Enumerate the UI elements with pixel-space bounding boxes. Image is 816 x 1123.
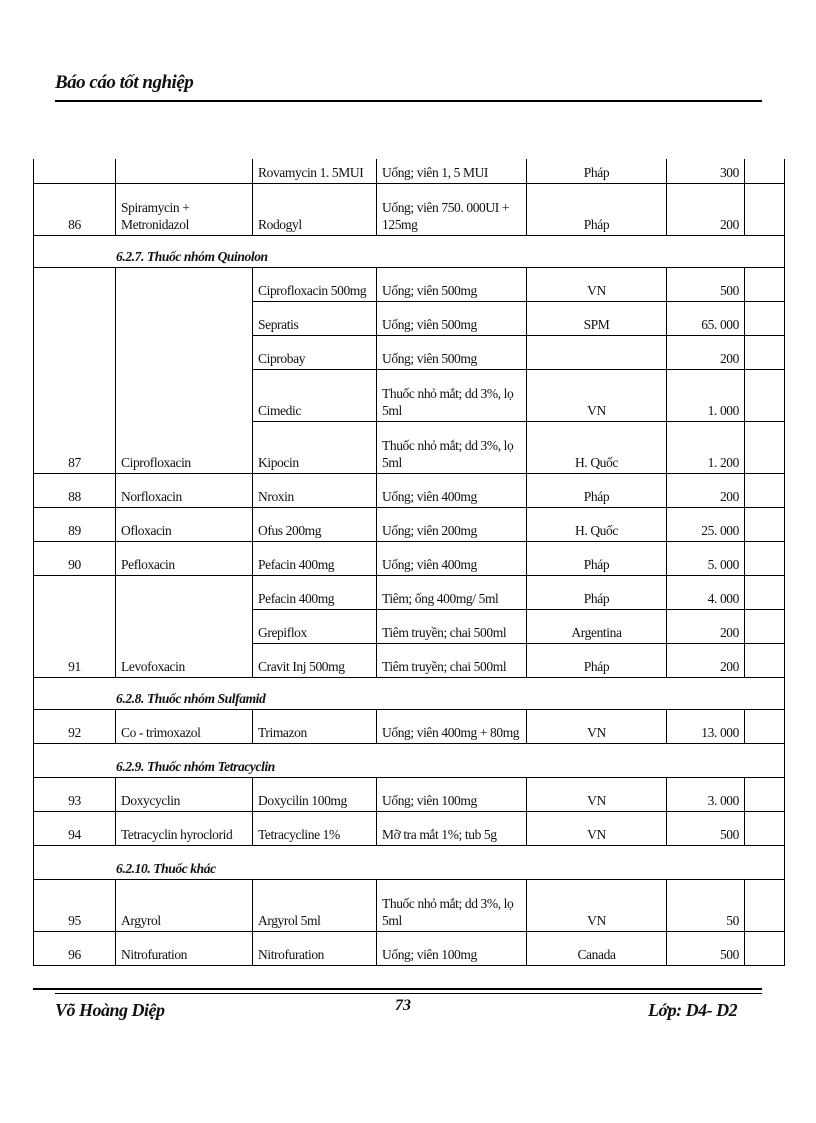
row-number-cell: 96 [34, 931, 116, 965]
usage-form-cell: Tiêm truyền; chai 500ml [377, 643, 527, 677]
brand-name-cell: Sepratis [253, 301, 377, 335]
usage-form-cell: Uống; viên 500mg [377, 267, 527, 301]
generic-name-cell: Nitrofuration [116, 931, 253, 965]
section-row [34, 235, 785, 267]
row-number-cell [34, 159, 116, 183]
country-cell: VN [527, 879, 667, 931]
blank-cell [745, 709, 785, 743]
brand-name-cell: Rovamycin 1. 5MUI [253, 159, 377, 183]
usage-form-cell: Uống; viên 500mg [377, 335, 527, 369]
usage-form-cell: Uống; viên 200mg [377, 507, 527, 541]
country-cell: Pháp [527, 159, 667, 183]
quantity-cell: 3. 000 [667, 777, 745, 811]
brand-name-cell: Nitrofuration [253, 931, 377, 965]
brand-name-cell: Tetracycline 1% [253, 811, 377, 845]
brand-name-cell: Cravit Inj 500mg [253, 643, 377, 677]
table-row [34, 575, 785, 609]
table-row [34, 811, 785, 845]
country-cell: H. Quốc [527, 421, 667, 473]
section-heading: 6.2.7. Thuốc nhóm Quinolon [34, 235, 785, 267]
blank-cell [745, 507, 785, 541]
brand-name-cell: Doxycilin 100mg [253, 777, 377, 811]
generic-name-cell: Pefloxacin [116, 541, 253, 575]
row-number-cell: 95 [34, 879, 116, 931]
section-heading: 6.2.8. Thuốc nhóm Sulfamid [34, 677, 785, 709]
quantity-cell: 200 [667, 473, 745, 507]
quantity-cell: 500 [667, 267, 745, 301]
blank-cell [745, 575, 785, 609]
quantity-cell: 200 [667, 183, 745, 235]
quantity-cell: 500 [667, 931, 745, 965]
blank-cell [745, 811, 785, 845]
drug-table [33, 159, 785, 966]
country-cell: Canada [527, 931, 667, 965]
table-row [34, 709, 785, 743]
blank-cell [745, 421, 785, 473]
row-number-cell: 89 [34, 507, 116, 541]
page-header-title: Báo cáo tốt nghiệp [55, 72, 194, 93]
country-cell: VN [527, 811, 667, 845]
quantity-cell: 13. 000 [667, 709, 745, 743]
country-cell: VN [527, 369, 667, 421]
row-number-cell: 87 [34, 267, 116, 473]
blank-cell [745, 267, 785, 301]
brand-name-cell: Argyrol 5ml [253, 879, 377, 931]
brand-name-cell: Kipocin [253, 421, 377, 473]
table-row [34, 879, 785, 931]
table-row [34, 931, 785, 965]
usage-form-cell: Uống; viên 400mg + 80mg [377, 709, 527, 743]
page-number: 73 [395, 997, 411, 1014]
generic-name-cell: Ciprofloxacin [116, 267, 253, 473]
table-row [34, 473, 785, 507]
blank-cell [745, 777, 785, 811]
blank-cell [745, 541, 785, 575]
country-cell: Pháp [527, 183, 667, 235]
brand-name-cell: Pefacin 400mg [253, 541, 377, 575]
usage-form-cell: Thuốc nhỏ mắt; dd 3%, lọ 5ml [377, 879, 527, 931]
row-number-cell: 91 [34, 575, 116, 677]
quantity-cell: 4. 000 [667, 575, 745, 609]
row-number-cell: 94 [34, 811, 116, 845]
brand-name-cell: Ciprobay [253, 335, 377, 369]
generic-name-cell: Spiramycin + Metronidazol [116, 183, 253, 235]
section-row [34, 677, 785, 709]
quantity-cell: 65. 000 [667, 301, 745, 335]
country-cell: SPM [527, 301, 667, 335]
footer-rule-thin [55, 993, 762, 994]
country-cell: Pháp [527, 575, 667, 609]
country-cell: VN [527, 709, 667, 743]
table-row [34, 183, 785, 235]
blank-cell [745, 301, 785, 335]
section-heading: 6.2.9. Thuốc nhóm Tetracyclin [34, 743, 785, 777]
brand-name-cell: Nroxin [253, 473, 377, 507]
table-row [34, 159, 785, 183]
section-heading: 6.2.10. Thuốc khác [34, 845, 785, 879]
usage-form-cell: Uống; viên 100mg [377, 931, 527, 965]
blank-cell [745, 183, 785, 235]
quantity-cell: 1. 200 [667, 421, 745, 473]
row-number-cell: 92 [34, 709, 116, 743]
table-row [34, 541, 785, 575]
country-cell: VN [527, 267, 667, 301]
quantity-cell: 200 [667, 335, 745, 369]
generic-name-cell: Norfloxacin [116, 473, 253, 507]
section-row [34, 845, 785, 879]
quantity-cell: 25. 000 [667, 507, 745, 541]
blank-cell [745, 931, 785, 965]
usage-form-cell: Tiêm; ống 400mg/ 5ml [377, 575, 527, 609]
blank-cell [745, 159, 785, 183]
brand-name-cell: Pefacin 400mg [253, 575, 377, 609]
section-row [34, 743, 785, 777]
generic-name-cell: Levofoxacin [116, 575, 253, 677]
footer-author: Võ Hoàng Diệp [55, 1000, 165, 1020]
quantity-cell: 500 [667, 811, 745, 845]
table-row [34, 507, 785, 541]
table-row [34, 777, 785, 811]
quantity-cell: 200 [667, 609, 745, 643]
table-row [34, 267, 785, 301]
header-rule [55, 100, 762, 102]
usage-form-cell: Uống; viên 400mg [377, 473, 527, 507]
country-cell: Pháp [527, 643, 667, 677]
blank-cell [745, 369, 785, 421]
generic-name-cell: Tetracyclin hyroclorid [116, 811, 253, 845]
quantity-cell: 300 [667, 159, 745, 183]
usage-form-cell: Uống; viên 750. 000UI + 125mg [377, 183, 527, 235]
country-cell: VN [527, 777, 667, 811]
generic-name-cell: Doxycyclin [116, 777, 253, 811]
country-cell: Pháp [527, 541, 667, 575]
row-number-cell: 93 [34, 777, 116, 811]
row-number-cell: 88 [34, 473, 116, 507]
brand-name-cell: Trimazon [253, 709, 377, 743]
brand-name-cell: Ofus 200mg [253, 507, 377, 541]
generic-name-cell: Argyrol [116, 879, 253, 931]
brand-name-cell: Rodogyl [253, 183, 377, 235]
country-cell: H. Quốc [527, 507, 667, 541]
brand-name-cell: Grepiflox [253, 609, 377, 643]
footer-rule [33, 988, 762, 990]
quantity-cell: 200 [667, 643, 745, 677]
country-cell: Argentina [527, 609, 667, 643]
usage-form-cell: Tiêm truyền; chai 500ml [377, 609, 527, 643]
country-cell: Pháp [527, 473, 667, 507]
usage-form-cell: Uống; viên 100mg [377, 777, 527, 811]
brand-name-cell: Cimedic [253, 369, 377, 421]
usage-form-cell: Uống; viên 400mg [377, 541, 527, 575]
row-number-cell: 86 [34, 183, 116, 235]
row-number-cell: 90 [34, 541, 116, 575]
generic-name-cell: Co - trimoxazol [116, 709, 253, 743]
blank-cell [745, 879, 785, 931]
blank-cell [745, 473, 785, 507]
generic-name-cell: Ofloxacin [116, 507, 253, 541]
blank-cell [745, 335, 785, 369]
generic-name-cell [116, 159, 253, 183]
quantity-cell: 5. 000 [667, 541, 745, 575]
quantity-cell: 50 [667, 879, 745, 931]
country-cell [527, 335, 667, 369]
usage-form-cell: Thuốc nhỏ mắt; dd 3%, lọ 5ml [377, 421, 527, 473]
footer-class: Lớp: D4- D2 [648, 1000, 738, 1020]
usage-form-cell: Mỡ tra mắt 1%; tub 5g [377, 811, 527, 845]
usage-form-cell: Uống; viên 1, 5 MUI [377, 159, 527, 183]
usage-form-cell: Thuốc nhỏ mắt; dd 3%, lọ 5ml [377, 369, 527, 421]
usage-form-cell: Uống; viên 500mg [377, 301, 527, 335]
brand-name-cell: Ciprofloxacin 500mg [253, 267, 377, 301]
blank-cell [745, 643, 785, 677]
blank-cell [745, 609, 785, 643]
quantity-cell: 1. 000 [667, 369, 745, 421]
